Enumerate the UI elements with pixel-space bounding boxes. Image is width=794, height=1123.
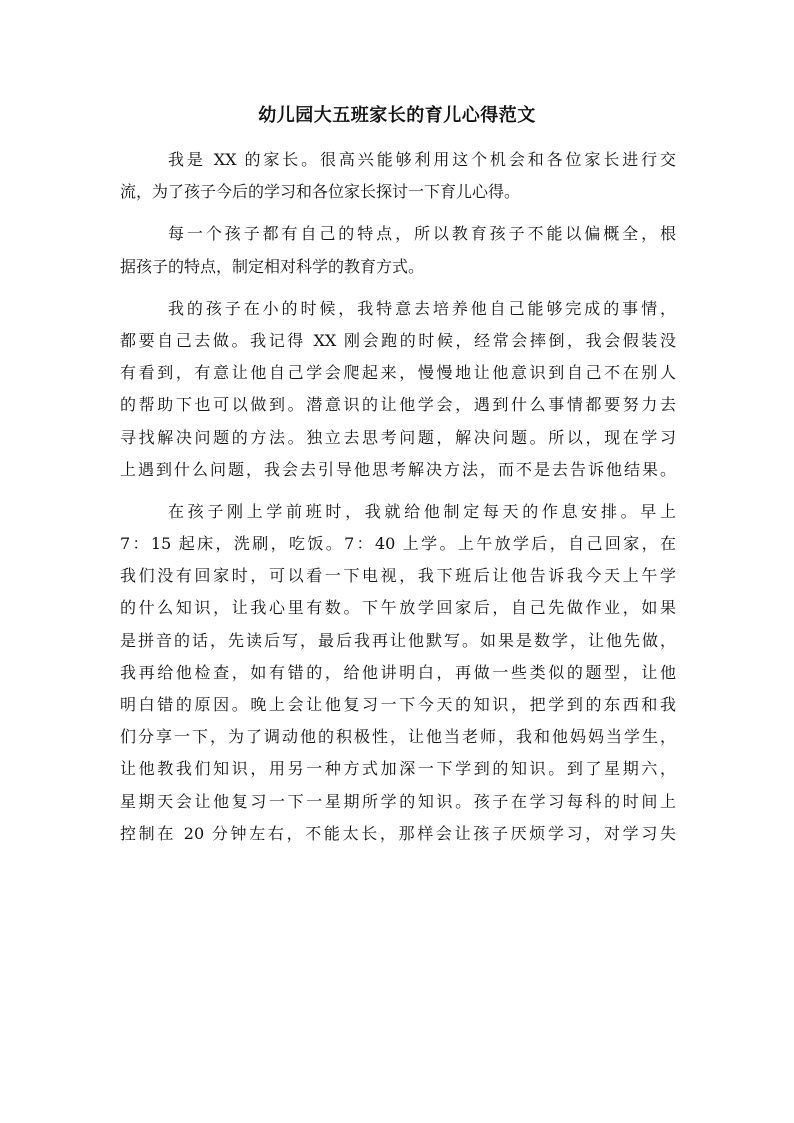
paragraph-line: 控制在 20 分钟左右，不能太长，那样会让孩子厌烦学习，对学习失 bbox=[120, 823, 676, 843]
document-title: 幼儿园大五班家长的育儿心得范文 bbox=[258, 105, 536, 126]
paragraph-line: 我是 XX 的家长。很高兴能够利用这个机会和各位家长进行交 bbox=[168, 150, 676, 169]
paragraph-line: 们分享一下，为了调动他的积极性，让他当老师，我和他妈妈当学生， bbox=[120, 727, 676, 747]
paragraph-line: 每一个孩子都有自己的特点，所以教育孩子不能以偏概全，根 bbox=[168, 224, 676, 244]
paragraph-line: 我的孩子在小的时候，我特意去培养他自己能够完成的事情， bbox=[168, 298, 676, 318]
paragraph-line: 的什么知识，让我心里有数。下午放学回家后，自己先做作业，如果 bbox=[120, 598, 676, 618]
paragraph-line: 在孩子刚上学前班时，我就给他制定每天的作息安排。早上 bbox=[168, 501, 676, 521]
paragraph-line: 明白错的原因。晚上会让他复习一下今天的知识，把学到的东西和我 bbox=[120, 695, 676, 714]
paragraph-line: 据孩子的特点，制定相对科学的教育方式。 bbox=[120, 256, 425, 276]
paragraph-line: 上遇到什么问题，我会去引导他思考解决方法，而不是去告诉他结果。 bbox=[120, 459, 676, 479]
paragraph-1 bbox=[120, 144, 676, 208]
paragraph-line: 是拼音的话，先读后写，最后我再让他默写。如果是数学，让他先做， bbox=[120, 630, 676, 650]
paragraph-2 bbox=[120, 218, 676, 282]
paragraph-line: 7：15 起床，洗刷，吃饭。7：40 上学。上午放学后，自己回家，在 bbox=[120, 534, 676, 554]
paragraph-line: 我再给他检查，如有错的，给他讲明白，再做一些类似的题型，让他 bbox=[120, 662, 676, 682]
paragraph-line: 星期天会让他复习一下一星期所学的知识。孩子在学习每科的时间上 bbox=[120, 791, 676, 811]
paragraph-line: 的帮助下也可以做到。潜意识的让他学会，遇到什么事情都要努力去 bbox=[120, 395, 676, 415]
paragraph-line: 有看到，有意让他自己学会爬起来，慢慢地让他意识到自己不在别人 bbox=[120, 363, 676, 383]
paragraph-line: 我们没有回家时，可以看一下电视，我下班后让他告诉我今天上午学 bbox=[120, 566, 676, 586]
paragraph-line: 流，为了孩子今后的学习和各位家长探讨一下育儿心得。 bbox=[120, 182, 521, 202]
paragraph-3 bbox=[120, 293, 676, 486]
document-body bbox=[120, 144, 676, 850]
paragraph-4 bbox=[120, 496, 676, 850]
paragraph-line: 让他教我们知识，用另一种方式加深一下学到的知识。到了星期六， bbox=[120, 759, 676, 779]
paragraph-line: 寻找解决问题的方法。独立去思考问题，解决问题。所以，现在学习 bbox=[120, 427, 676, 447]
paragraph-line: 都要自己去做。我记得 XX 刚会跑的时候，经常会摔倒，我会假装没 bbox=[120, 330, 676, 350]
